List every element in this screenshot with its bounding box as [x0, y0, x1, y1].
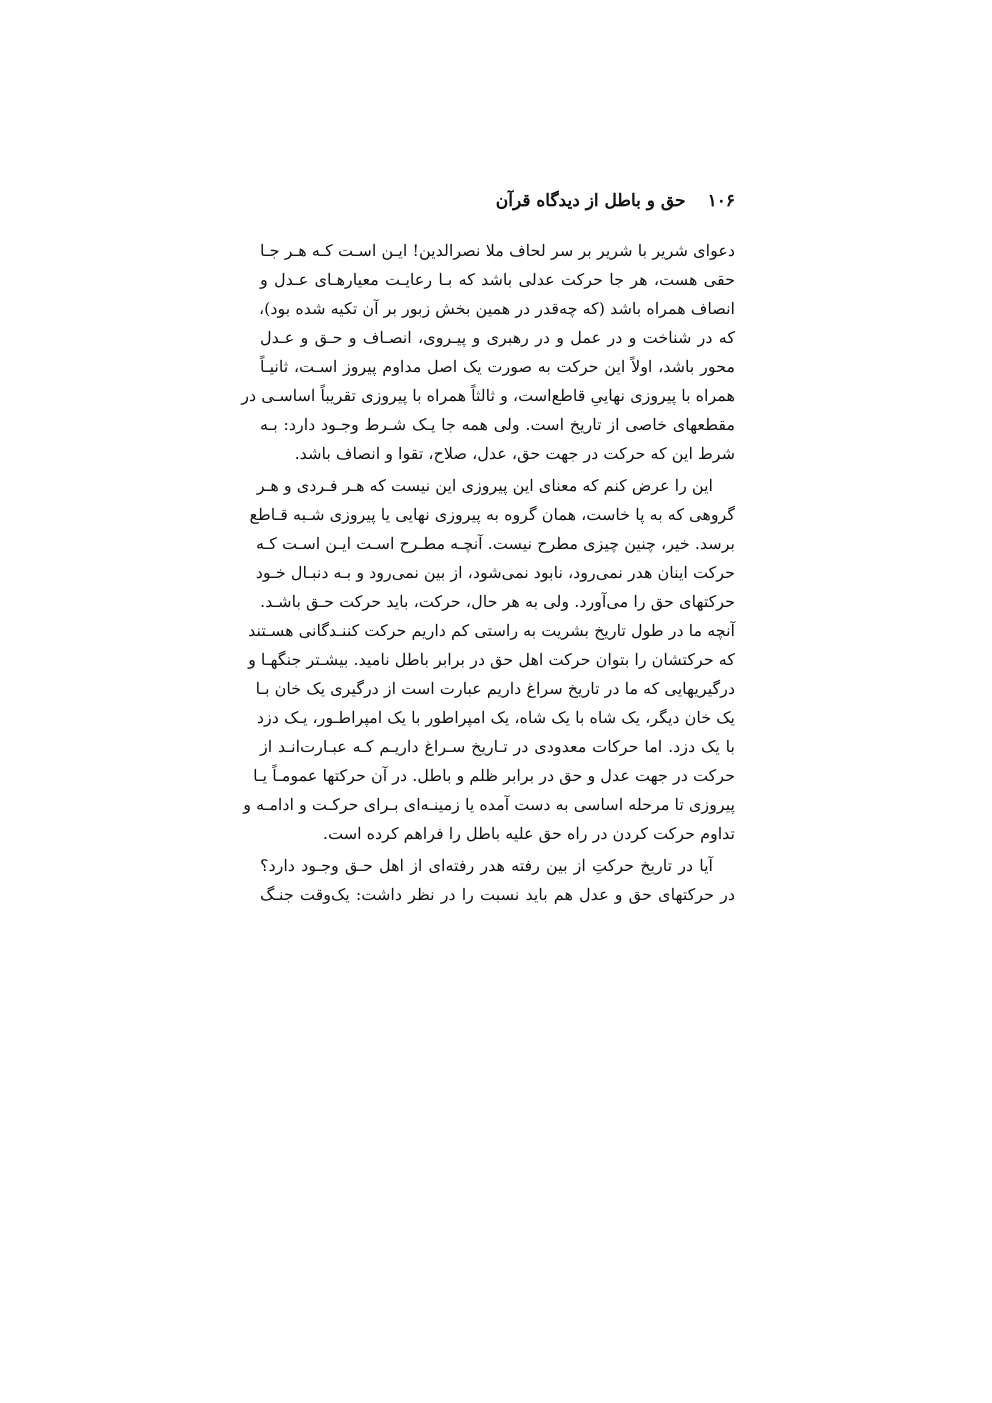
text-line: گروهی که به پا خاست، همان گروه به پیروزی نهایی یا پیروزی شـبه قـاطع [249, 505, 735, 524]
text-line: یک خان دیگر، یک شاه با یک شاه، یک امپراطور با یک امپراطـور، یـک دزد [256, 708, 735, 727]
text-line: محور باشد، اولاً این حرکت به صورت یک اصل مداوم پیروز اسـت، ثانیـاً [260, 357, 735, 376]
text-line: در حرکتهای حق و عدل هم باید نسبت را در نظر داشت: یک‌وقت جنـگ [260, 885, 735, 904]
text-line: برسد. خیر، چنین چیزی مطرح نیست. آنچـه مطـرح اسـت ایـن اسـت کـه [255, 534, 735, 553]
text-line: حرکت در جهت عدل و حق در برابر ظلم و باطل. در آن حرکتها عمومـاً یـا [253, 766, 735, 785]
text-line: این را عرض کنم که معنای این پیروزی این نیست که هـر فـردی و هـر [256, 476, 713, 495]
text-line: آیا در تاریخ حرکتِ از بین رفته هدر رفته‌ای از اهل حـق وجـود دارد؟ [260, 856, 713, 875]
running-title: حق و باطل از دیدگاه قرآن [495, 191, 686, 211]
text-line: همراه با پیروزی نهاییِ قاطع‌است، و ثالثاً همراه با پیروزی تقریباً اساسـی در [241, 386, 735, 405]
text-line: تداوم حرکت کردن در راه حق علیه باطل را فراهم کرده است. [322, 824, 735, 843]
text-line: حرکت اینان هدر نمی‌رود، نابود نمی‌شود، از بین نمی‌رود و بـه دنبـال خـود [255, 563, 735, 582]
page-number: ۱۰۶ [707, 191, 735, 211]
text-line: دعوای شریر با شریر بر سر لحاف ملا نصرالدین! ایـن اسـت کـه هـر جـا [260, 241, 735, 260]
page-header [260, 186, 735, 216]
text-line: درگیریهایی که ما در تاریخ سراغ داریم عبارت است از درگیری یک خان بـا [255, 679, 735, 698]
text-line: حرکتهای حق را می‌آورد. ولی به هر حال، حرکت، باید حرکت حـق باشـد. [260, 592, 735, 611]
text-line: که در شناخت و در عمل و در رهبری و پیـروی، انصـاف و حـق و عـدل [260, 328, 735, 347]
text-line: آنچه ما در طول تاریخ بشریت به راستی کم داریم حرکت کننـدگانی هسـتند [248, 621, 735, 640]
text-line: حقی هست، هر جا حرکت عدلی باشد که بـا رعایـت معیارهـای عـدل و [260, 270, 735, 289]
text-line: مقطعهای خاصی از تاریخ است. ولی همه جا یـک شـرط وجـود دارد: بـه [260, 415, 735, 434]
body-text [241, 236, 735, 909]
text-line: شرط این که حرکت در جهت حق، عدل، صلاح، تقوا و انصاف باشد. [294, 444, 735, 463]
text-line: پیروزی تا مرحله اساسی به دست آمده یا زمینـه‌ای بـرای حرکـت و ادامـه و [243, 795, 735, 814]
text-line: انصاف همراه باشد (که چه‌قدر در همین بخش زبور بر آن تکیه شده بود)، [258, 299, 735, 318]
text-line: با یک دزد. اما حرکات معدودی در تـاریخ سـراغ داریـم کـه عبـارت‌انـد از [260, 737, 735, 756]
text-line: که حرکتشان را بتوان حرکت اهل حق در برابر باطل نامید. بیشـتر جنگهـا و [248, 650, 735, 669]
